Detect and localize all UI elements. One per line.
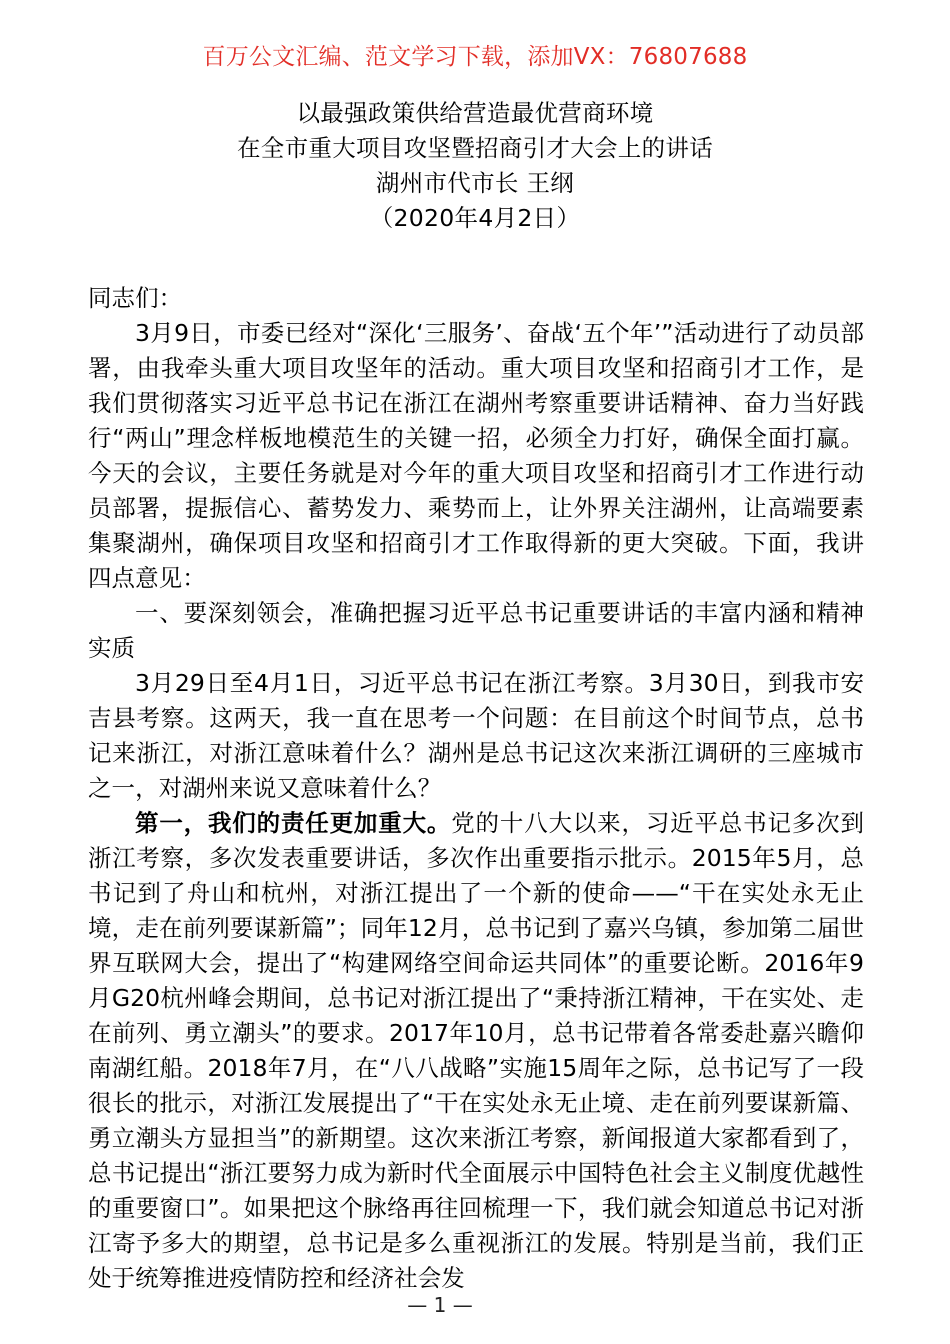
page-footer <box>0 1292 950 1318</box>
salutation: 同志们： <box>88 284 183 312</box>
title-line-4-date: （2020年4月2日） <box>369 204 581 232</box>
page-number: — 1 — <box>407 1293 473 1317</box>
title-line-3-author: 湖州市代市长 王纲 <box>375 169 575 197</box>
paragraph-3 <box>88 806 864 1296</box>
paragraph-1: 3月9日，市委已经对“深化‘三服务’、奋战‘五个年’”活动进行了动员部署，由我牵头重大项目攻坚年的活动。重大项目攻坚和招商引才工作，是我们贯彻落实习近平总书记在浙江在湖州考察重要讲话精神、奋力当好践行“两山”理念样板地模范生的关键一招，必须全力打好，确保全面打赢。今天的会议，主要任务就是对今年的重大项目攻坚和招商引才工作进行动员部署，提振信心、蓄势发力、乘势而上，让外界关注湖州，让高端要素集聚湖州，确保项目攻坚和招商引才工作取得新的更大突破。下面，我讲四点意见： <box>88 319 864 592</box>
title-line-2: 在全市重大项目攻坚暨招商引才大会上的讲话 <box>237 134 713 162</box>
title-line-1: 以最强政策供给营造最优营商环境 <box>296 99 654 127</box>
document-title-block <box>0 96 950 236</box>
paragraph-3-bold-lead: 第一，我们的责任更加重大。 <box>135 809 452 837</box>
section-heading-1: 一、要深刻领会，准确把握习近平总书记重要讲话的丰富内涵和精神实质 <box>88 599 864 662</box>
paragraph-2: 3月29日至4月1日，习近平总书记在浙江考察。3月30日，到我市安吉县考察。这两天，我一直在思考一个问题：在目前这个时间节点，总书记来浙江，对浙江意味着什么？湖州是总书记这次来浙江调研的三座城市之一，对湖州来说又意味着什么？ <box>88 669 864 802</box>
paragraph-3-rest: 党的十八大以来，习近平总书记多次到浙江考察，多次发表重要讲话，多次作出重要指示批示。2015年5月，总书记到了舟山和杭州，对浙江提出了一个新的使命——“干在实处永无止境，走在前列要谋新篇”；同年12月，总书记到了嘉兴乌镇，参加第二届世界互联网大会，提出了“构建网络空间命运共同体”的重要论断。2016年9月G20杭州峰会期间，总书记对浙江提出了“秉持浙江精神，干在实处、走在前列、勇立潮头”的要求。2017年10月，总书记带着各常委赴嘉兴瞻仰南湖红船。2018年7月，在“八八战略”实施15周年之际，总书记写了一段很长的批示，对浙江发展提出了“干在实处永无止境、走在前列要谋新篇、勇立潮头方显担当”的新期望。这次来浙江考察，新闻报道大家都看到了，总书记提出“浙江要努力成为新时代全面展示中国特色社会主义制度优越性的重要窗口”。如果把这个脉络再往回梳理一下，我们就会知道总书记对浙江寄予多大的期望，总书记是多么重视浙江的发展。特别是当前，我们正处于统筹推进疫情防控和经济社会发 <box>88 809 864 1292</box>
promo-banner-text: 百万公文汇编、范文学习下载，添加VX：76807688 <box>202 44 748 70</box>
document-body <box>88 281 864 1296</box>
